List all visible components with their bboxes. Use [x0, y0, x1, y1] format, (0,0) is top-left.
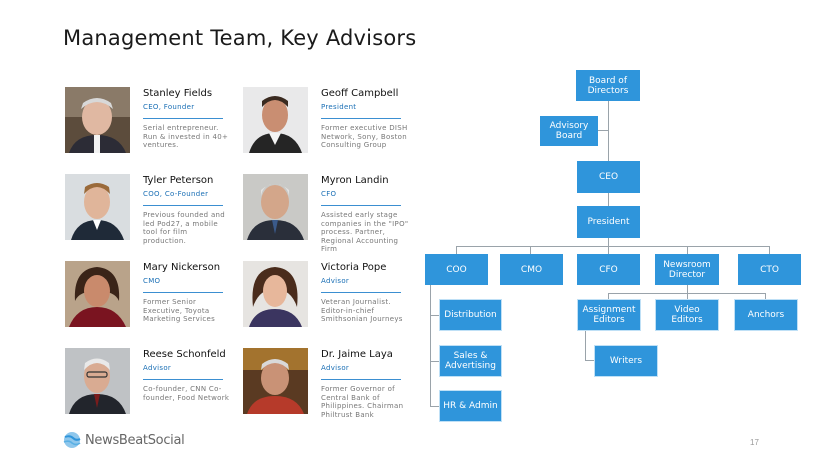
divider: [143, 118, 223, 119]
team-name: Myron Landin: [321, 175, 389, 186]
team-card-myron-landin: [243, 174, 413, 254]
team-card-geoff-campbell: [243, 87, 413, 167]
team-role: CMO: [143, 277, 161, 285]
org-node-advisory-board: Advisory Board: [540, 116, 598, 146]
team-name: Reese Schonfeld: [143, 349, 226, 360]
team-role: COO, Co-Founder: [143, 190, 209, 198]
team-name: Geoff Campbell: [321, 88, 399, 99]
divider: [143, 205, 223, 206]
connector: [608, 238, 609, 246]
team-name: Victoria Pope: [321, 262, 387, 273]
divider: [321, 379, 401, 380]
team-name: Stanley Fields: [143, 88, 213, 99]
team-description: Former Senior Executive, Toyota Marketing Services: [143, 298, 216, 323]
team-role: President: [321, 103, 357, 111]
divider: [321, 205, 401, 206]
divider: [321, 118, 401, 119]
team-description: Former executive DISH Network, Sony, Boston Consulting Group: [321, 124, 408, 149]
team-name: Tyler Peterson: [143, 175, 214, 186]
team-role: Advisor: [321, 364, 350, 372]
slide-title: Management Team, Key Advisors: [63, 26, 417, 50]
org-node-newsroom-director: Newsroom Director: [655, 254, 719, 285]
myron-landin-photo: [243, 174, 308, 240]
connector: [456, 246, 770, 247]
connector: [530, 246, 531, 254]
connector: [608, 246, 609, 254]
team-description: Co-founder, CNN Co-founder, Food Network: [143, 385, 230, 402]
team-card-reese-schonfeld: [65, 348, 235, 428]
connector: [430, 285, 431, 406]
team-name: Dr. Jaime Laya: [321, 349, 393, 360]
connector: [769, 246, 770, 254]
team-card-tyler-peterson: [65, 174, 235, 254]
connector: [608, 193, 609, 206]
stanley-fields-photo: [65, 87, 130, 153]
connector: [585, 330, 586, 360]
team-role: CEO, Founder: [143, 103, 195, 111]
org-node-cmo: CMO: [500, 254, 563, 285]
newsbeat-logo: [62, 430, 184, 450]
team-role: CFO: [321, 190, 337, 198]
divider: [321, 292, 401, 293]
connector: [456, 246, 457, 254]
victoria-pope-photo: [243, 261, 308, 327]
team-description: Previous founded and led Pod27, a mobile tool for film production.: [143, 211, 226, 245]
tyler-peterson-photo: [65, 174, 130, 240]
org-node-distribution: Distribution: [439, 299, 502, 331]
connector: [430, 315, 439, 316]
org-node-sales-advertising: Sales & Advertising: [439, 345, 502, 377]
team-description: Former Governor of Central Bank of Philippines. Chairman Philtrust Bank: [321, 385, 404, 419]
connector: [430, 361, 439, 362]
org-node-anchors: Anchors: [734, 299, 798, 331]
reese-schonfeld-photo: [65, 348, 130, 414]
connector: [585, 360, 594, 361]
connector: [430, 406, 439, 407]
connector: [687, 285, 688, 293]
page-number: 17: [750, 438, 759, 447]
team-card-mary-nickerson: [65, 261, 235, 341]
org-node-cto: CTO: [738, 254, 801, 285]
team-card-victoria-pope: [243, 261, 413, 341]
org-node-assignment-editors: Assignment Editors: [577, 299, 641, 331]
org-node-ceo: CEO: [577, 161, 640, 193]
team-description: Serial entrepreneur. Run & invested in 40+ ventures.: [143, 124, 229, 149]
divider: [143, 379, 223, 380]
team-description: Assisted early stage companies in the "IPO" process. Partner, Regional Accounting Firm: [321, 211, 409, 253]
org-node-coo: COO: [425, 254, 488, 285]
team-role: Advisor: [321, 277, 350, 285]
divider: [143, 292, 223, 293]
org-node-president: President: [577, 206, 640, 238]
org-node-hr-admin: HR & Admin: [439, 390, 502, 422]
geoff-campbell-photo: [243, 87, 308, 153]
org-node-cfo: CFO: [577, 254, 640, 285]
connector: [608, 101, 609, 161]
jaime-laya-photo: [243, 348, 308, 414]
team-card-jaime-laya: [243, 348, 413, 428]
logo-text: NewsBeatSocial: [85, 432, 185, 448]
connector: [687, 246, 688, 254]
mary-nickerson-photo: [65, 261, 130, 327]
org-node-board: Board of Directors: [576, 70, 640, 101]
team-card-stanley-fields: [65, 87, 235, 167]
team-name: Mary Nickerson: [143, 262, 221, 273]
team-description: Veteran Journalist. Editor-in-chief Smithsonian Journeys: [321, 298, 403, 323]
globe-icon: [62, 431, 82, 449]
org-node-video-editors: Video Editors: [655, 299, 719, 331]
org-node-writers: Writers: [594, 345, 658, 377]
team-role: Advisor: [143, 364, 172, 372]
